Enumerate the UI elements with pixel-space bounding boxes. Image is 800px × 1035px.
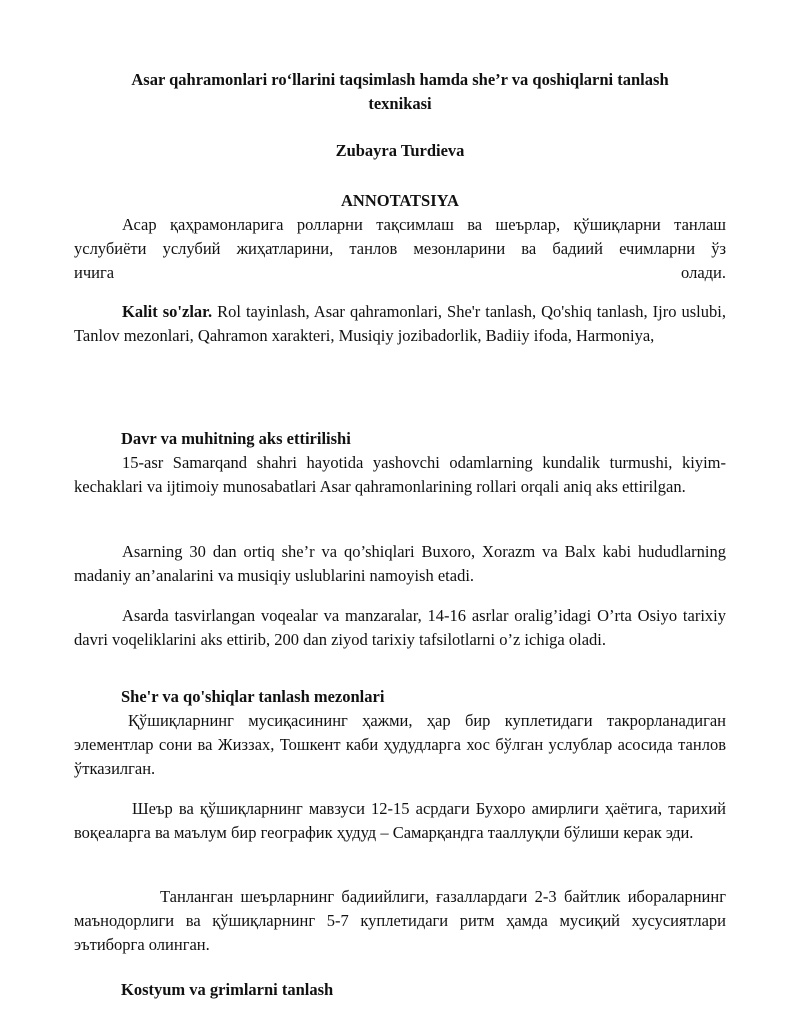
annotation-paragraph <box>74 213 726 285</box>
annotation-line-2: услубиёти услубий жиҳатларини, танлов мезонларини ва бадиий ечимларни ўз <box>74 239 726 258</box>
document-title <box>74 68 726 116</box>
annotation-line-1: Асар қаҳрамонларига ролларни тақсимлаш ва шеърлар, қўшиқларни танлаш <box>122 215 726 234</box>
keywords-paragraph <box>74 300 726 348</box>
annotation-line-3: ичига олади. <box>74 263 726 282</box>
section2-paragraph-1: Қўшиқларнинг мусиқасининг ҳажми, ҳар бир куплетидаги такрорланадиган элементлар сони ва Жиззах, Тошкент каби ҳудудларга хос бўлган услублар асосида танлов ўтказилган. <box>74 711 726 778</box>
author-name: Zubayra Turdieva <box>335 141 465 160</box>
keywords-text: Rol tayinlash, Asar qahramonlari, She'r tanlash, Qo'shiq tanlash, Ijro uslubi, Tanlov mezonlari, Qahramon xarakteri, Musiqiy jozibadorlik, Badiiy ifoda, Harmoniya, <box>74 302 726 345</box>
title-line-1: Asar qahramonlari ro‘llarini taqsimlash hamda she’r va qoshiqlarni tanlash <box>131 70 669 89</box>
section-heading-costume: Kostyum va grimlarni tanlash <box>121 980 334 999</box>
title-line-2: texnikasi <box>368 94 432 113</box>
section-heading-period: Davr va muhitning aks ettirilishi <box>121 429 351 448</box>
section-heading-poems: She'r va qo'shiqlar tanlash mezonlari <box>121 687 385 706</box>
section1-paragraph-3: Asarda tasvirlangan voqealar va manzaralar, 14-16 asrlar oralig’idagi O’rta Osiyo tarixiy davri voqeliklarini aks ettirib, 200 dan ziyod tarixiy tafsilotlarni o’z ichiga oladi. <box>74 606 726 649</box>
keywords-label: Kalit so'zlar. <box>122 302 213 321</box>
section1-paragraph-1: 15-asr Samarqand shahri hayotida yashovchi odamlarning kundalik turmushi, kiyim-kechaklari va ijtimoiy munosabatlari Asar qahramonlarining rollari orqali aniq aks ettirilgan. <box>74 453 726 496</box>
section2-paragraph-2: Шеър ва қўшиқларнинг мавзуси 12-15 асрдаги Бухоро амирлиги ҳаётига, тарихий воқеаларга ва маълум бир географик ҳудуд – Самарқандга тааллуқли бўлиши керак эди. <box>74 799 726 842</box>
section1-paragraph-2: Asarning 30 dan ortiq she’r va qo’shiqlari Buxoro, Xorazm va Balx kabi hududlarning madaniy an’analarini va musiqiy uslublarini namoyish etadi. <box>74 542 726 585</box>
annotation-heading: ANNOTATSIYA <box>341 191 459 210</box>
section2-paragraph-3: Танланган шеърларнинг бадиийлиги, ғазаллардаги 2-3 байтлик ибораларнинг маънодорлиги ва қўшиқларнинг 5-7 куплетидаги ритм ҳамда мусиқий хусусиятлари эътиборга олинган. <box>74 887 726 954</box>
